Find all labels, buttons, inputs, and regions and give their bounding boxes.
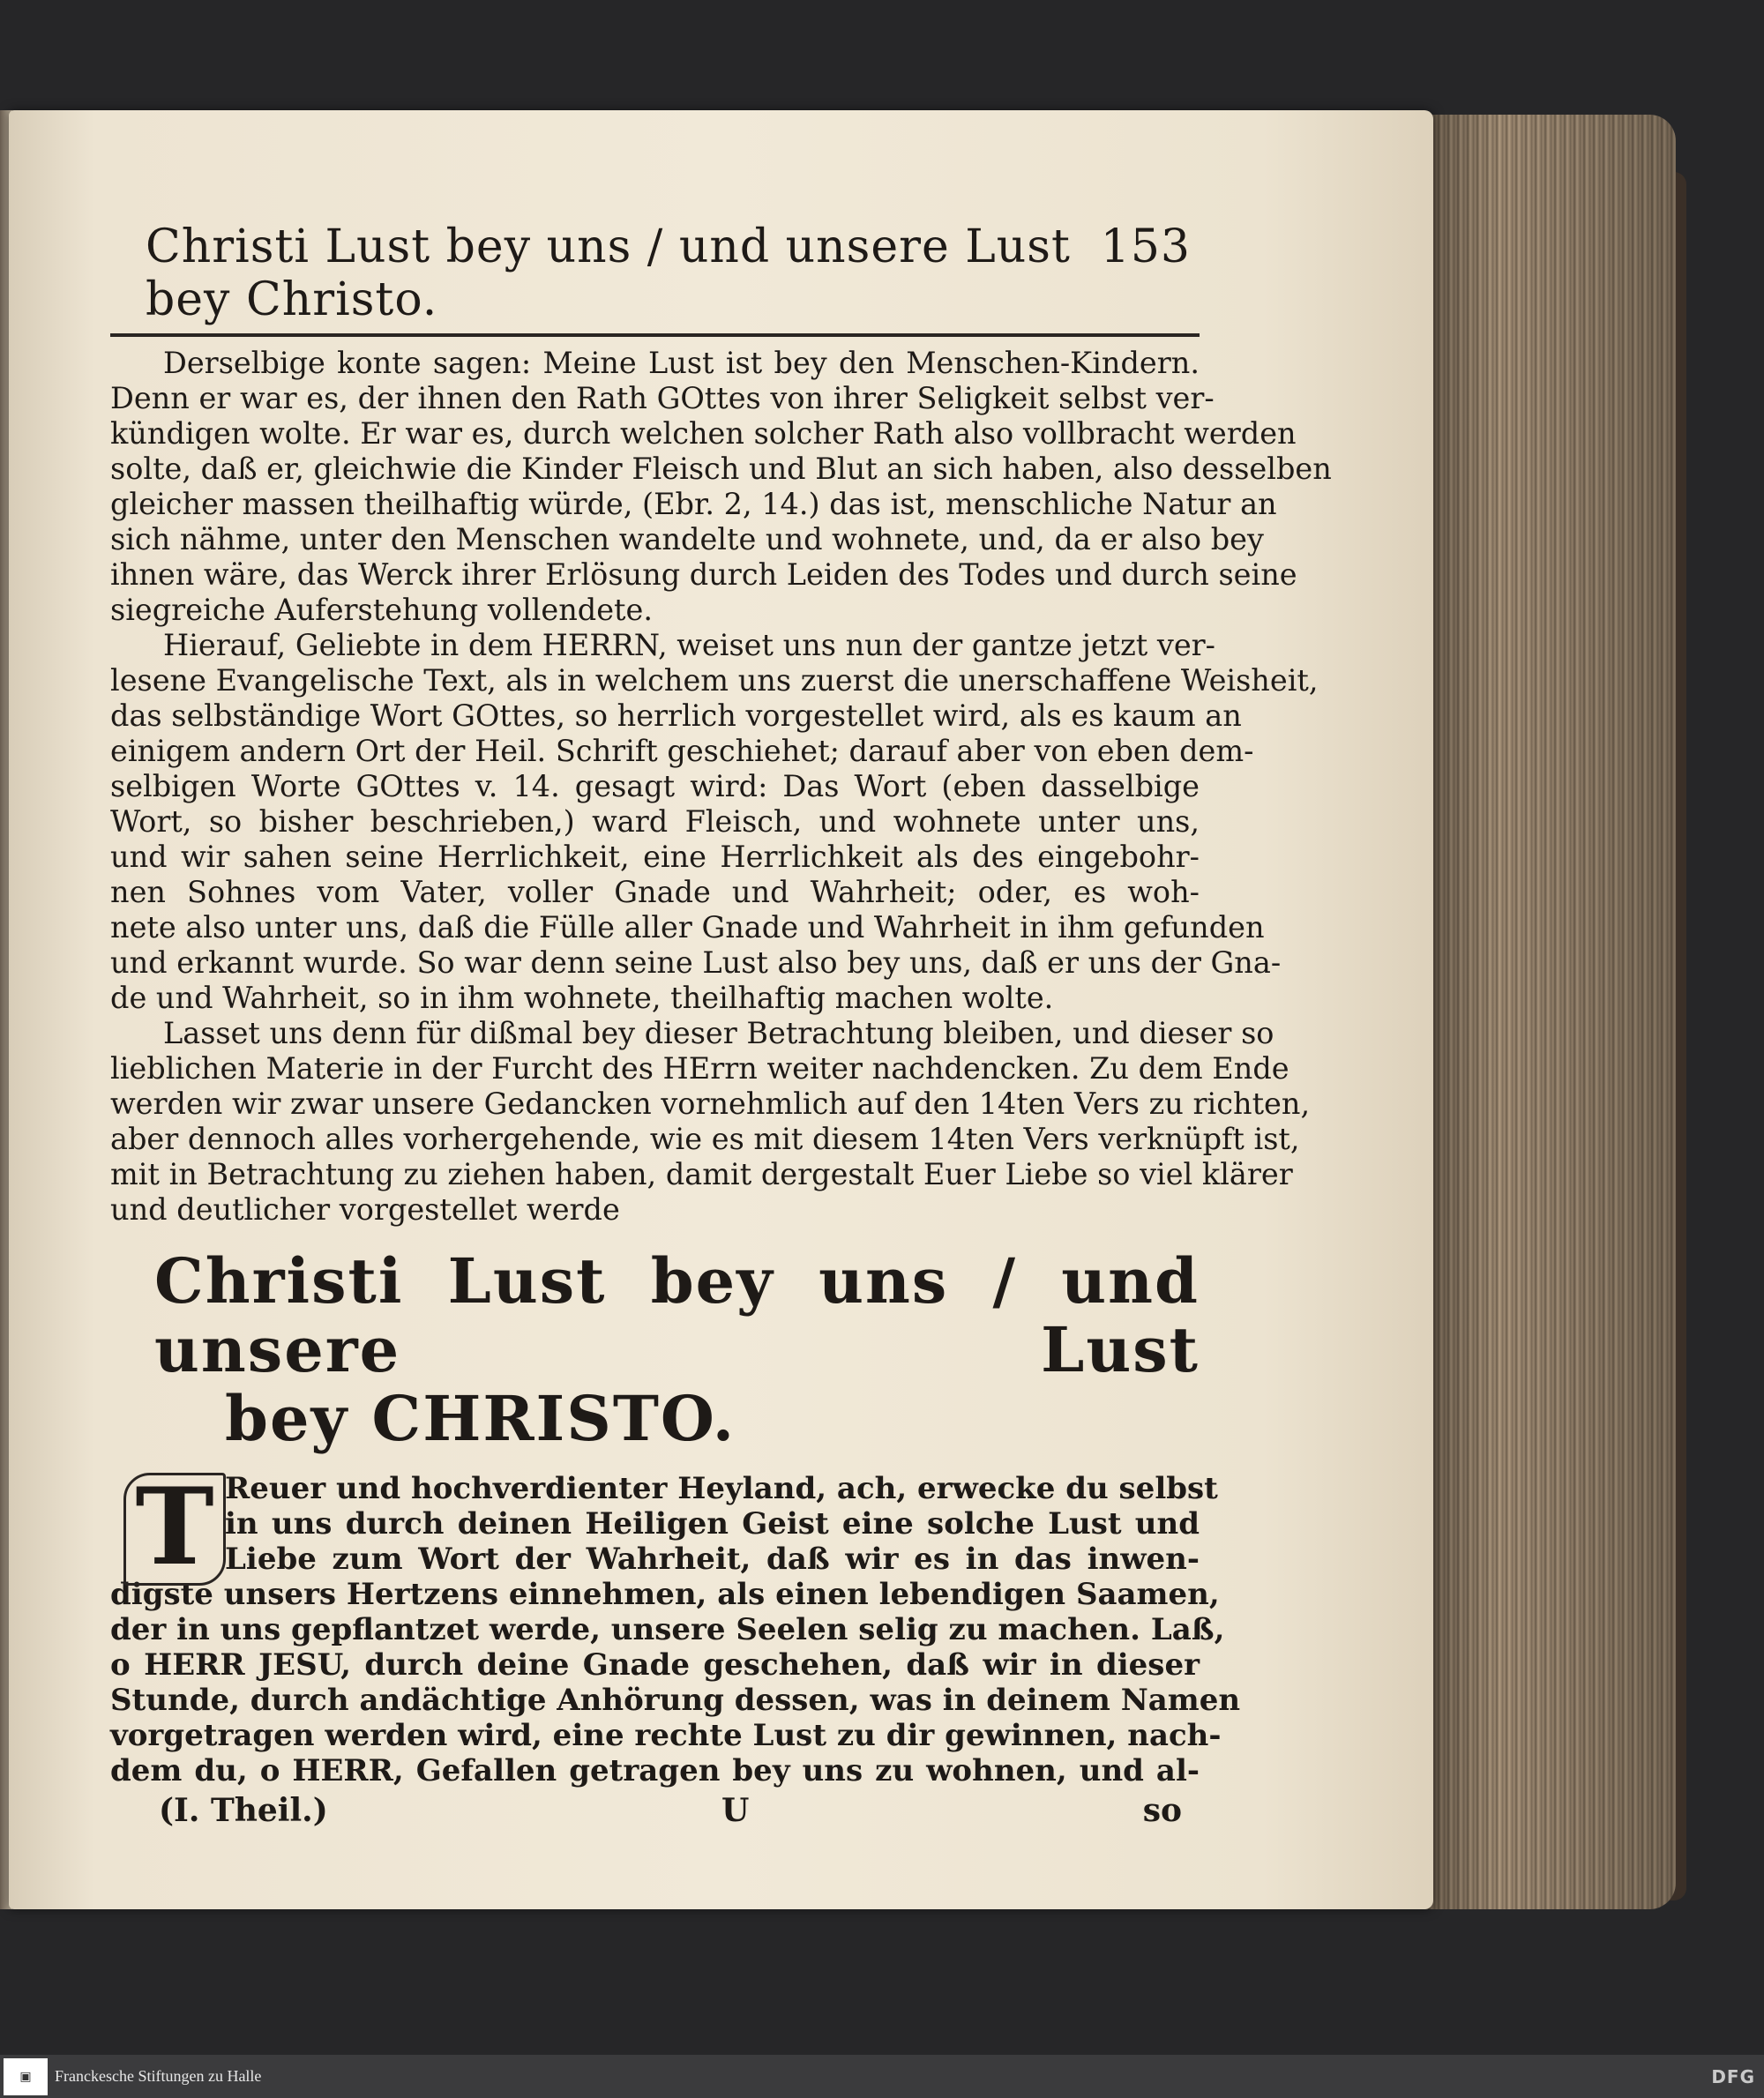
credit-bar bbox=[0, 2055, 1764, 2098]
text-line: werden wir zwar unsere Gedancken vornehmlich auf den 14ten Vers zu richten, bbox=[110, 1086, 1311, 1121]
paragraph-2 bbox=[110, 628, 1319, 1016]
page-footer bbox=[110, 1788, 1200, 1829]
signature-mark: U bbox=[721, 1792, 750, 1829]
text-line: und wir sahen seine Herrlichkeit, eine Herrlichkeit als des eingebohr- bbox=[110, 840, 1200, 874]
heading-line-2: bey CHRISTO. bbox=[225, 1382, 736, 1455]
text-line: und deutlicher vorgestellet werde bbox=[110, 1192, 620, 1227]
text-line: nete also unter uns, daß die Fülle aller Gnade und Wahrheit in ihm gefunden bbox=[110, 910, 1265, 944]
running-head-title: Christi Lust bey uns / und unsere Lust bey Christo. bbox=[146, 220, 1071, 326]
text-line: de und Wahrheit, so in ihm wohnete, theilhaftig machen wolte. bbox=[110, 981, 1054, 1015]
body-text bbox=[110, 346, 1332, 1228]
page-content bbox=[110, 220, 1332, 1829]
text-line: der in uns gepflantzet werde, unsere Seelen selig zu machen. Laß, bbox=[110, 1612, 1225, 1647]
text-line: ihnen wäre, das Werck ihrer Erlösung durch Leiden des Todes und durch seine bbox=[110, 557, 1297, 592]
paragraph-3 bbox=[110, 1016, 1311, 1228]
heading-line-1: Christi Lust bey uns / und unsere Lust bbox=[154, 1244, 1200, 1386]
page-number: 153 bbox=[1100, 220, 1191, 273]
catchword: so bbox=[1142, 1792, 1182, 1829]
dfg-logo[interactable]: DFG bbox=[1711, 2065, 1755, 2087]
text-line: o HERR JESU, durch deine Gnade geschehen, daß wir in dieser bbox=[110, 1647, 1200, 1683]
volume-label: (I. Theil.) bbox=[159, 1792, 328, 1829]
decorated-initial: T bbox=[123, 1473, 226, 1586]
book-fore-edge bbox=[1424, 115, 1676, 1909]
prayer-text bbox=[110, 1465, 1241, 1788]
text-line: Liebe zum Wort der Wahrheit, daß wir es in das inwen- bbox=[225, 1542, 1200, 1577]
text-line: gleicher massen theilhaftig würde, (Ebr. 2, 14.) das ist, menschliche Natur an bbox=[110, 487, 1277, 521]
text-line: kündigen wolte. Er war es, durch welchen solcher Rath also vollbracht werden bbox=[110, 416, 1297, 451]
sermon-heading bbox=[154, 1244, 1200, 1455]
text-line: Derselbige konte sagen: Meine Lust ist bey den Menschen-Kindern. bbox=[163, 346, 1200, 380]
text-line: Denn er war es, der ihnen den Rath GOttes von ihrer Seligkeit selbst ver- bbox=[110, 381, 1215, 415]
paragraph-1 bbox=[110, 346, 1332, 628]
text-line: selbigen Worte GOttes v. 14. gesagt wird: Das Wort (eben dasselbige bbox=[110, 769, 1200, 803]
text-line: nen Sohnes vom Vater, voller Gnade und Wahrheit; oder, es woh- bbox=[110, 875, 1200, 909]
text-line: lieblichen Materie in der Furcht des HErrn weiter nachdencken. Zu dem Ende bbox=[110, 1051, 1289, 1086]
text-line: aber dennoch alles vorhergehende, wie es mit diesem 14ten Vers verknüpft ist, bbox=[110, 1122, 1300, 1156]
text-line: das selbständige Wort GOttes, so herrlich vorgestellet wird, als es kaum an bbox=[110, 698, 1242, 733]
text-line: Hierauf, Geliebte in dem HERRN, weiset uns nun der gantze jetzt ver- bbox=[163, 628, 1215, 662]
text-line: digste unsers Hertzens einnehmen, als einen lebendigen Saamen, bbox=[110, 1577, 1220, 1612]
text-line: solte, daß er, gleichwie die Kinder Fleisch und Blut an sich haben, also desselben bbox=[110, 452, 1332, 486]
text-line: mit in Betrachtung zu ziehen haben, damit dergestalt Euer Liebe so viel klärer bbox=[110, 1157, 1293, 1191]
text-line: Stunde, durch andächtige Anhörung dessen, was in deinem Namen bbox=[110, 1683, 1241, 1718]
text-line: einigem andern Ort der Heil. Schrift geschiehet; darauf aber von eben dem- bbox=[110, 734, 1254, 768]
head-rule bbox=[110, 333, 1200, 337]
text-line: in uns durch deinen Heiligen Geist eine solche Lust und bbox=[225, 1506, 1200, 1542]
text-line: sich nähme, unter den Menschen wandelte und wohnete, und, da er also bey bbox=[110, 522, 1264, 556]
text-line: Lasset uns denn für dißmal bey dieser Betrachtung bleiben, und dieser so bbox=[163, 1016, 1274, 1050]
credit-left bbox=[0, 2058, 261, 2095]
text-line: lesene Evangelische Text, als in welchem uns zuerst die unerschaffene Weisheit, bbox=[110, 663, 1319, 698]
institution-logo-icon[interactable]: ▣ bbox=[4, 2058, 48, 2095]
institution-name[interactable]: Franckesche Stiftungen zu Halle bbox=[55, 2067, 262, 2085]
text-line: und erkannt wurde. So war denn seine Lust also bey uns, daß er uns der Gna- bbox=[110, 945, 1282, 980]
text-line: dem du, o HERR, Gefallen getragen bey uns zu wohnen, und al- bbox=[110, 1753, 1200, 1788]
text-line: siegreiche Auferstehung vollendete. bbox=[110, 593, 653, 627]
text-line: Reuer und hochverdienter Heyland, ach, erwecke du selbst bbox=[225, 1471, 1218, 1506]
running-head bbox=[110, 220, 1200, 333]
text-line: Wort, so bisher beschrieben,) ward Fleisch, und wohnete unter uns, bbox=[110, 804, 1200, 839]
text-line: vorgetragen werden wird, eine rechte Lust zu dir gewinnen, nach- bbox=[110, 1718, 1222, 1753]
